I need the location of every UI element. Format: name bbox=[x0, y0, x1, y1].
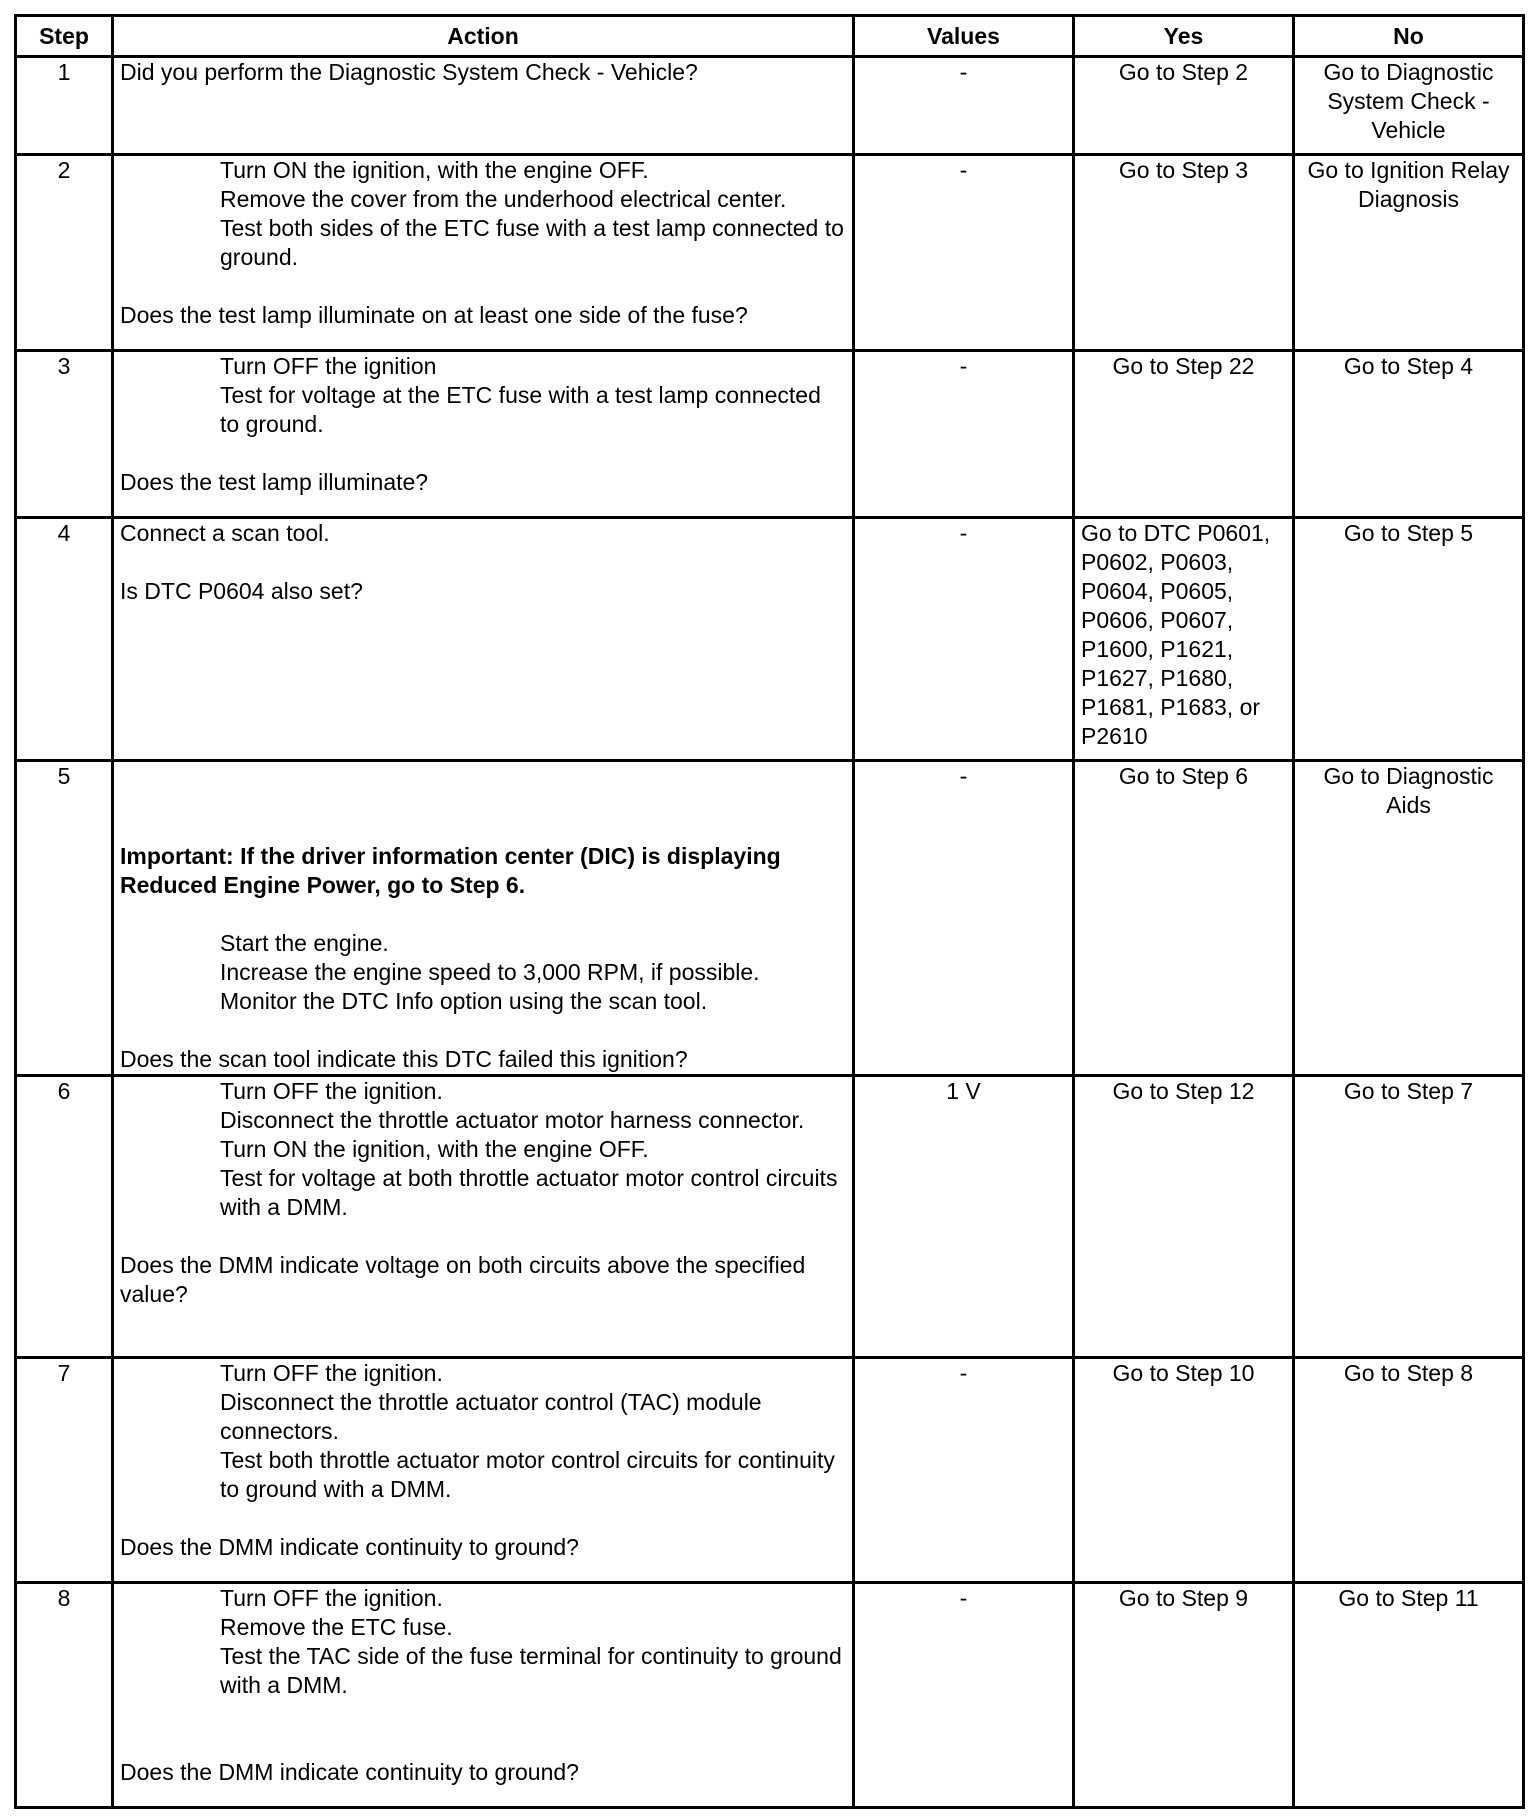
action-substep: Remove the ETC fuse. bbox=[220, 1614, 453, 1640]
spacer bbox=[120, 1504, 846, 1533]
value-cell: - bbox=[854, 57, 1074, 155]
step-number: 2 bbox=[16, 155, 113, 351]
header-values: Values bbox=[854, 16, 1074, 57]
action-question: Does the test lamp illuminate? bbox=[120, 469, 429, 495]
action-cell bbox=[113, 518, 854, 761]
action-substep: Turn OFF the ignition. bbox=[220, 1585, 443, 1611]
diagnostic-table bbox=[14, 14, 1525, 1809]
yes-cell: Go to Step 3 bbox=[1074, 155, 1294, 351]
no-cell: Go to Step 5 bbox=[1294, 518, 1524, 761]
header-row bbox=[16, 16, 1524, 57]
action-cell bbox=[113, 1358, 854, 1583]
spacer bbox=[120, 1729, 846, 1758]
action-substep: Turn ON the ignition, with the engine OFF. bbox=[220, 1136, 649, 1162]
spacer bbox=[120, 272, 846, 301]
table-row bbox=[16, 1583, 1524, 1808]
no-cell: Go to Ignition Relay Diagnosis bbox=[1294, 155, 1524, 351]
step-number: 7 bbox=[16, 1358, 113, 1583]
action-cell bbox=[113, 351, 854, 518]
table-row bbox=[16, 351, 1524, 518]
spacer bbox=[120, 548, 846, 577]
action-substep: Disconnect the throttle actuator control (TAC) module connectors. bbox=[220, 1389, 768, 1444]
action-cell bbox=[113, 155, 854, 351]
action-substep: Turn OFF the ignition bbox=[220, 353, 437, 379]
action-substep: Test both sides of the ETC fuse with a test lamp connected to ground. bbox=[220, 215, 851, 270]
action-substep: Remove the cover from the underhood electrical center. bbox=[220, 186, 787, 212]
action-substep: Disconnect the throttle actuator motor harness connector. bbox=[220, 1107, 805, 1133]
value-cell: - bbox=[854, 1358, 1074, 1583]
spacer bbox=[120, 439, 846, 468]
yes-cell: Go to Step 2 bbox=[1074, 57, 1294, 155]
yes-cell: Go to DTC P0601, P0602, P0603, P0604, P0605, P0606, P0607, P1600, P1621, P1627, P1680, P1681, P1683, or P2610 bbox=[1074, 518, 1294, 761]
value-cell: - bbox=[854, 155, 1074, 351]
action-substep: Turn OFF the ignition. bbox=[220, 1360, 443, 1386]
action-text: Connect a scan tool. bbox=[120, 520, 330, 546]
action-cell bbox=[113, 1583, 854, 1808]
value-cell: - bbox=[854, 761, 1074, 1076]
action-question: Does the DMM indicate continuity to ground? bbox=[120, 1759, 579, 1785]
diagnostic-page bbox=[14, 14, 1522, 1809]
no-cell: Go to Step 8 bbox=[1294, 1358, 1524, 1583]
spacer bbox=[120, 900, 846, 929]
value-cell: - bbox=[854, 518, 1074, 761]
value-cell: 1 V bbox=[854, 1076, 1074, 1358]
action-cell bbox=[113, 57, 854, 155]
table-row bbox=[16, 518, 1524, 761]
no-cell: Go to Step 4 bbox=[1294, 351, 1524, 518]
action-question: Does the DMM indicate continuity to ground? bbox=[120, 1534, 579, 1560]
header-yes: Yes bbox=[1074, 16, 1294, 57]
yes-cell: Go to Step 6 bbox=[1074, 761, 1294, 1076]
action-question: Does the test lamp illuminate on at least one side of the fuse? bbox=[120, 302, 748, 328]
no-cell: Go to Diagnostic System Check - Vehicle bbox=[1294, 57, 1524, 155]
step-number: 8 bbox=[16, 1583, 113, 1808]
yes-cell: Go to Step 9 bbox=[1074, 1583, 1294, 1808]
action-substep: Turn OFF the ignition. bbox=[220, 1078, 443, 1104]
value-cell: - bbox=[854, 351, 1074, 518]
header-action: Action bbox=[113, 16, 854, 57]
value-cell: - bbox=[854, 1583, 1074, 1808]
action-substep: Test both throttle actuator motor control circuits for continuity to ground with a DMM. bbox=[220, 1447, 842, 1502]
action-substep: Test for voltage at the ETC fuse with a test lamp connected to ground. bbox=[220, 382, 828, 437]
yes-cell: Go to Step 12 bbox=[1074, 1076, 1294, 1358]
header-no: No bbox=[1294, 16, 1524, 57]
action-substep: Increase the engine speed to 3,000 RPM, if possible. bbox=[220, 959, 760, 985]
action-substep: Start the engine. bbox=[220, 930, 389, 956]
spacer bbox=[120, 1222, 846, 1251]
action-substep: Turn ON the ignition, with the engine OFF. bbox=[220, 157, 649, 183]
action-question: Is DTC P0604 also set? bbox=[120, 578, 363, 604]
step-number: 4 bbox=[16, 518, 113, 761]
important-note: Important: If the driver information center (DIC) is displaying Reduced Engine Power, go to Step 6. bbox=[120, 843, 788, 898]
step-number: 5 bbox=[16, 761, 113, 1076]
spacer bbox=[120, 1016, 846, 1045]
no-cell: Go to Step 7 bbox=[1294, 1076, 1524, 1358]
table-row bbox=[16, 1358, 1524, 1583]
action-cell bbox=[113, 1076, 854, 1358]
action-substep: Monitor the DTC Info option using the scan tool. bbox=[220, 988, 708, 1014]
yes-cell: Go to Step 10 bbox=[1074, 1358, 1294, 1583]
table-row bbox=[16, 761, 1524, 1076]
step-number: 6 bbox=[16, 1076, 113, 1358]
yes-cell: Go to Step 22 bbox=[1074, 351, 1294, 518]
spacer bbox=[120, 1700, 846, 1729]
action-question: Does the scan tool indicate this DTC failed this ignition? bbox=[120, 1046, 688, 1072]
action-substep: Test the TAC side of the fuse terminal for continuity to ground with a DMM. bbox=[220, 1643, 849, 1698]
step-number: 3 bbox=[16, 351, 113, 518]
table-row bbox=[16, 155, 1524, 351]
action-cell bbox=[113, 761, 854, 1076]
table-row bbox=[16, 57, 1524, 155]
action-substep: Test for voltage at both throttle actuator motor control circuits with a DMM. bbox=[220, 1165, 844, 1220]
no-cell: Go to Diagnostic Aids bbox=[1294, 761, 1524, 1076]
step-number: 1 bbox=[16, 57, 113, 155]
header-step: Step bbox=[16, 16, 113, 57]
action-text: Did you perform the Diagnostic System Check - Vehicle? bbox=[120, 59, 698, 85]
action-question: Does the DMM indicate voltage on both circuits above the specified value? bbox=[120, 1252, 812, 1307]
no-cell: Go to Step 11 bbox=[1294, 1583, 1524, 1808]
table-row bbox=[16, 1076, 1524, 1358]
